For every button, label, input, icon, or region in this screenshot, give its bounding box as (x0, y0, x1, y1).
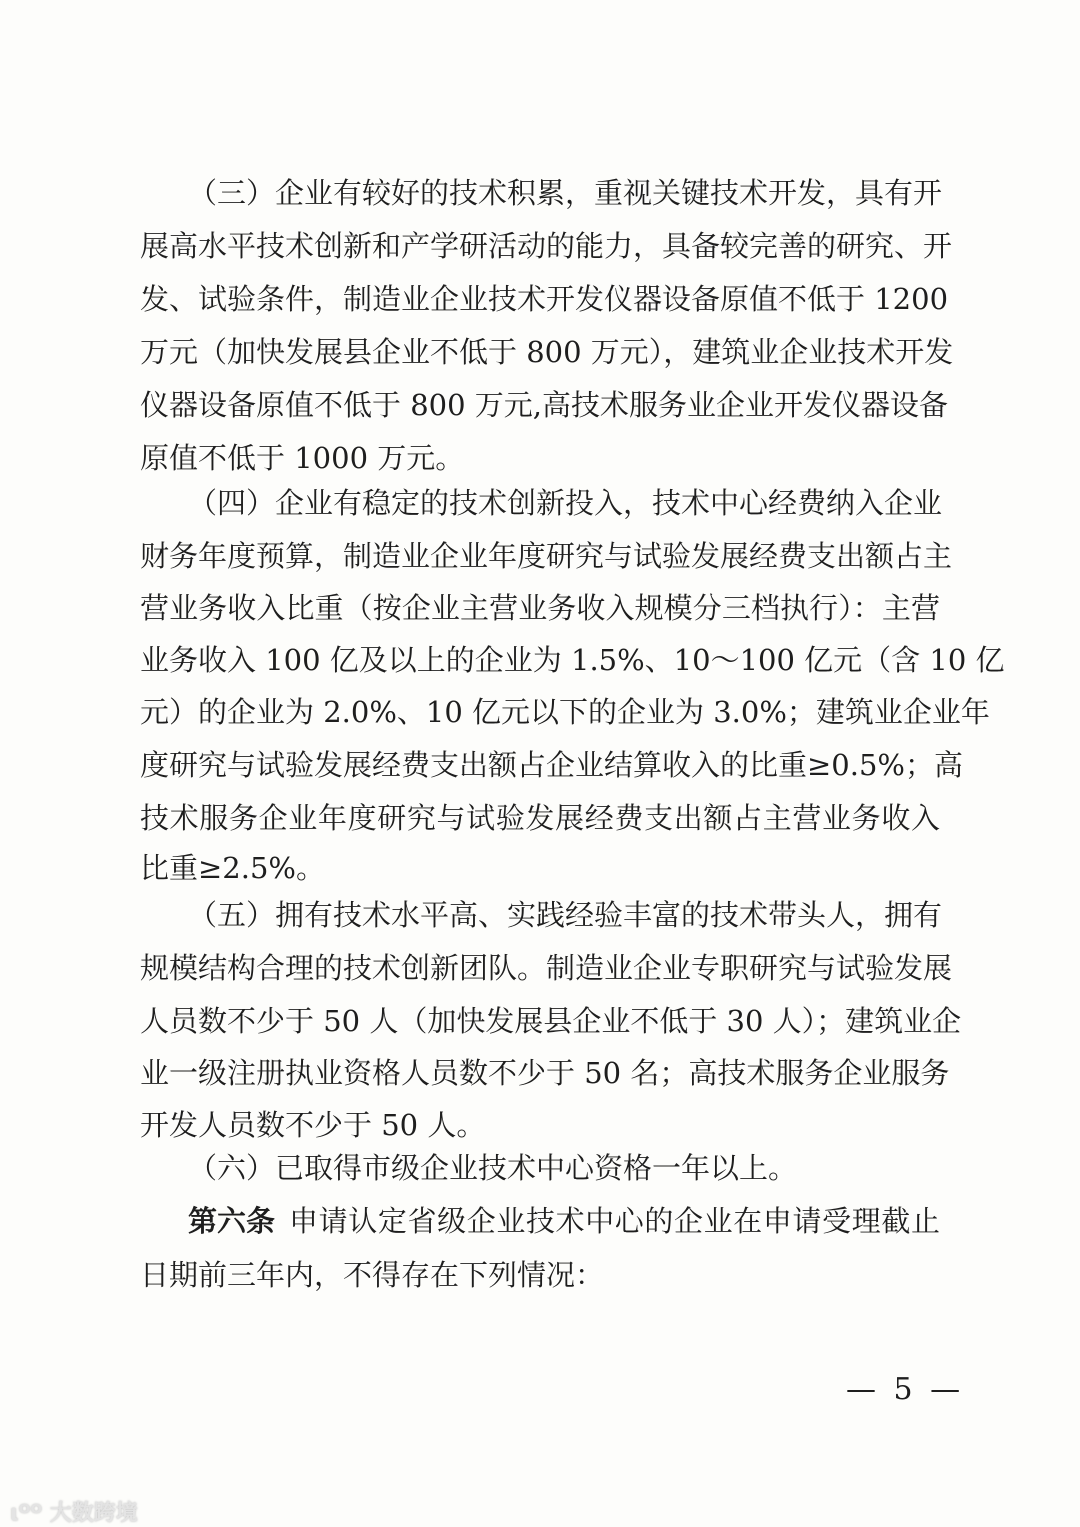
text-line: （六）已取得市级企业技术中心资格一年以上。 (188, 1151, 798, 1185)
text-line: 财务年度预算，制造业企业年度研究与试验发展经费支出额占主 (140, 539, 953, 573)
text-line: 元）的企业为 2.0%、10 亿元以下的企业为 3.0%；建筑业企业年 (140, 695, 990, 729)
text-line: 仪器设备原值不低于 800 万元,高技术服务业企业开发仪器设备 (140, 388, 949, 422)
text-line: （三）企业有较好的技术积累，重视关键技术开发，具有开 (188, 176, 943, 210)
article-label: 第六条 (188, 1204, 276, 1238)
text-line: 人员数不少于 50 人（加快发展县企业不低于 30 人）；建筑业企 (140, 1004, 962, 1038)
text-line: 日期前三年内，不得存在下列情况： (140, 1258, 605, 1292)
text-line: 业务收入 100 亿及以上的企业为 1.5%、10～100 亿元（含 10 亿 (140, 643, 1005, 677)
text-line: 度研究与试验发展经费支出额占企业结算收入的比重≥0.5%；高 (140, 748, 963, 782)
watermark (10, 1496, 138, 1527)
text-line: 申请认定省级企业技术中心的企业在申请受理截止 (289, 1204, 940, 1238)
page-number: — 5 — (846, 1372, 965, 1407)
text-line: 原值不低于 1000 万元。 (140, 441, 465, 475)
text-line: （四）企业有稳定的技术创新投入，技术中心经费纳入企业 (188, 486, 943, 520)
text-line: 比重≥2.5%。 (140, 851, 325, 885)
text-line: （五）拥有技术水平高、实践经验丰富的技术带头人，拥有 (188, 898, 943, 932)
text-line: 发、试验条件，制造业企业技术开发仪器设备原值不低于 1200 (140, 282, 949, 316)
text-line: 展高水平技术创新和产学研活动的能力，具备较完善的研究、开 (140, 229, 953, 263)
text-line: 业一级注册执业资格人员数不少于 50 名；高技术服务企业服务 (140, 1056, 950, 1090)
text-line: 营业务收入比重（按企业主营业务收入规模分三档执行）：主营 (140, 591, 940, 625)
text-line: 规模结构合理的技术创新团队。制造业企业专职研究与试验发展 (140, 951, 953, 985)
text-line: 万元（加快发展县企业不低于 800 万元），建筑业企业技术开发 (140, 335, 954, 369)
watermark-logo-icon: ιᴼᴼ (10, 1501, 50, 1526)
text-line: 技术服务企业年度研究与试验发展经费支出额占主营业务收入 (140, 801, 940, 835)
watermark-text: 大数跨境 (49, 1501, 138, 1526)
article-line (188, 1203, 940, 1239)
text-line: 开发人员数不少于 50 人。 (140, 1108, 486, 1142)
